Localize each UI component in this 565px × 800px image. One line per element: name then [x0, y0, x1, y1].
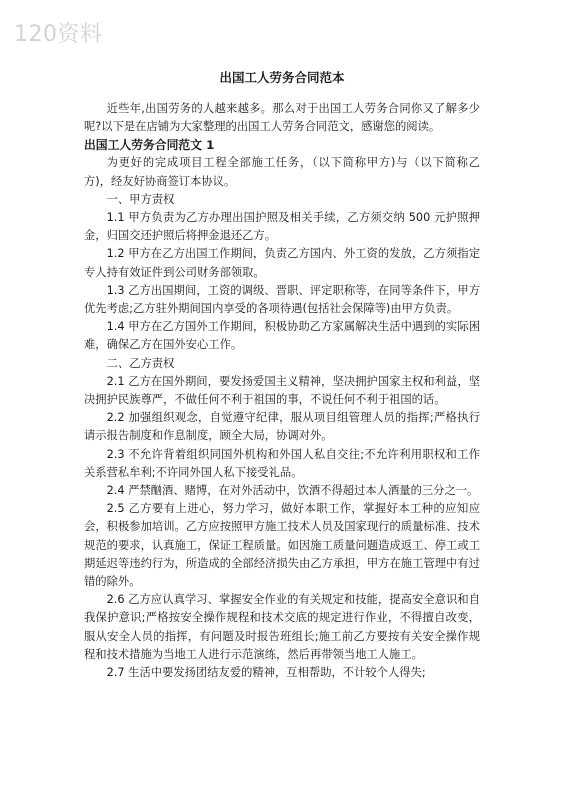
document-body: [84, 68, 480, 682]
clause-2-4: 2.4 严禁酗酒、赌博，在对外活动中，饮酒不得超过本人酒量的三分之一。: [106, 484, 479, 498]
watermark: 120资料: [14, 22, 103, 47]
clause-1-3: 1.3 乙方出国期间，工资的调级、晋职、评定职称等，在同等条件下，甲方优先考虑;乙方驻外期间国内享受的各项待遇(包括社会保障等)由甲方负责。: [84, 283, 480, 316]
heading-party-b: 二、乙方责权: [106, 356, 175, 370]
intro-paragraph: 近些年,出国劳务的人越来越多。那么对于出国工人劳务合同你又了解多少呢?以下是在店铺为大家整理的出国工人劳务合同范文，感谢您的阅读。: [84, 102, 480, 134]
clause-2-2: 2.2 加强组织观念，自觉遵守纪律，服从项目组管理人员的指挥;严格执行请示报告制度和作息制度，顾全大局，协调对外。: [84, 411, 480, 443]
clause-2-7: 2.7 生活中要发扬团结友爱的精神，互相帮助，不计较个人得失;: [106, 666, 426, 680]
heading-party-a: 一、甲方责权: [106, 192, 175, 206]
clause-2-6: 2.6 乙方应认真学习、掌握安全作业的有关规定和技能，提高安全意识和自我保护意识;严格按安全操作规程和技术交底的规定进行作业，不得擅自改变，服从安全人员的指挥，有问题及时报告班组长;施工前乙方要按有关安全操作规程和技术措施为当地工人进行示范演练，然后再带领当地工人施工。: [84, 593, 480, 661]
clause-2-5: 2.5 乙方要有上进心，努力学习，做好本职工作，掌握好本工种的应知应会，积极参加培训。乙方应按照甲方施工技术人员及国家现行的质量标准、技术规范的要求，认真施工，保证工程质量。如因施工质量问题造成返工、停工或工期延迟等违约行为，所造成的全部经济损失由乙方承担，甲方在施工管理中有过错的除外。: [84, 502, 480, 589]
paragraph-agreement: 为更好的完成项目工程全部施工任务，（以下简称甲方)与（以下简称乙方)，经友好协商签订本协议。: [84, 156, 480, 188]
document-title: 出国工人劳务合同范本: [219, 70, 345, 85]
clause-2-1: 2.1 乙方在国外期间，要发扬爱国主义精神，坚决拥护国家主权和利益，坚决拥护民族尊严，不做任何不利于祖国的事，不说任何不利于祖国的话。: [84, 374, 480, 407]
clause-1-2: 1.2 甲方在乙方出国工作期间，负责乙方国内、外工资的发放，乙方须指定专人持有效证件到公司财务部领取。: [84, 247, 480, 279]
section-subtitle: 出国工人劳务合同范文 1: [84, 138, 215, 153]
clause-1-1: 1.1 甲方负责为乙方办理出国护照及相关手续，乙方须交纳 500 元护照押金，归国交还护照后将押金退还乙方。: [84, 211, 480, 243]
clause-2-3: 2.3 不允许背着组织同国外机构和外国人私自交往;不允许利用职权和工作关系营私牟利;不许同外国人私下接受礼品。: [84, 447, 480, 479]
clause-1-4: 1.4 甲方在乙方国外工作期间，积极协助乙方家属解决生活中遇到的实际困难，确保乙方在国外安心工作。: [84, 320, 480, 352]
